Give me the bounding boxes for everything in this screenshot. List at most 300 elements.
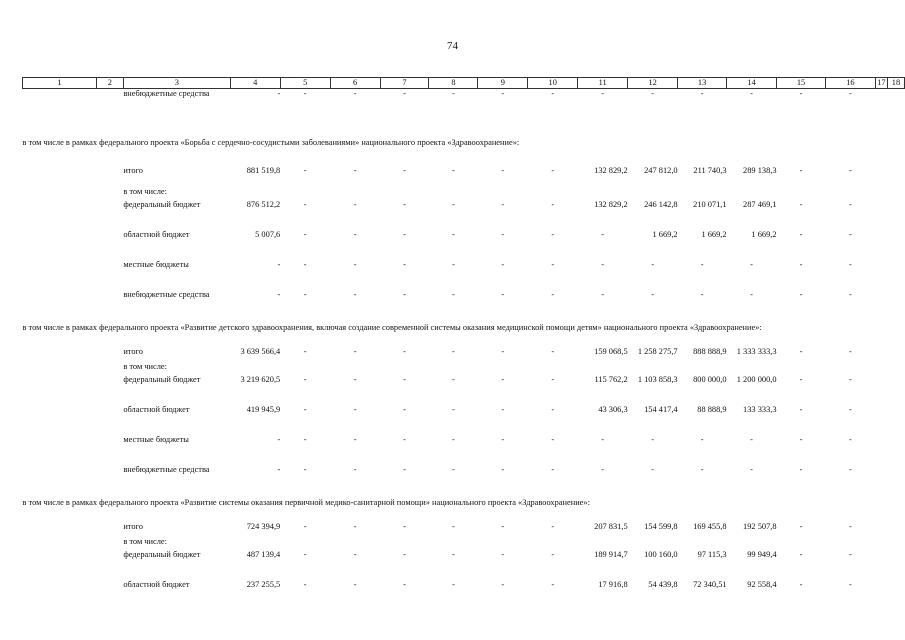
- row-label: федеральный бюджет: [123, 375, 201, 384]
- cell-col15: -: [799, 405, 803, 414]
- cell-col18: [887, 260, 904, 290]
- cell-col9: -: [501, 200, 505, 209]
- cell-col16: -: [849, 580, 852, 589]
- cell-col2: [96, 465, 123, 495]
- cell-col4: -: [277, 260, 281, 269]
- cell-col16: -: [849, 435, 852, 444]
- cell-col6: -: [353, 550, 357, 559]
- cell-col1: [23, 166, 97, 187]
- cell-col7: -: [403, 435, 406, 444]
- cell-col1: [23, 362, 97, 375]
- cell-col8: -: [452, 580, 455, 589]
- cell-col1: [23, 435, 97, 465]
- cell-col10: [528, 187, 578, 200]
- cell-col10: -: [551, 89, 555, 98]
- section-header-row: [23, 119, 905, 166]
- cell-col2: [96, 550, 123, 580]
- table-row: [23, 405, 905, 435]
- cell-col1: [23, 230, 97, 260]
- cell-col8: -: [452, 200, 455, 209]
- cell-col11: [578, 537, 628, 550]
- cell-col8: -: [452, 522, 455, 531]
- cell-col11: 159 068,5: [594, 347, 628, 356]
- cell-col16: -: [849, 260, 852, 269]
- cell-col16: -: [849, 522, 852, 531]
- column-header-12: 12: [628, 78, 678, 89]
- cell-col1: [23, 405, 97, 435]
- cell-col17: [875, 362, 887, 375]
- cell-col17: [875, 435, 887, 465]
- table-row: [23, 230, 905, 260]
- cell-col5: -: [303, 290, 307, 299]
- cell-col15: [777, 362, 826, 375]
- cell-col11: -: [601, 260, 605, 269]
- cell-col11: [578, 187, 628, 200]
- cell-col13: -: [700, 290, 704, 299]
- table-row: [23, 200, 905, 230]
- cell-col8: -: [452, 435, 455, 444]
- cell-col18: [887, 89, 904, 120]
- cell-col18: [887, 362, 904, 375]
- cell-col15: [777, 537, 826, 550]
- cell-col14: -: [750, 89, 753, 98]
- table-row: [23, 435, 905, 465]
- cell-col14: 192 507,8: [743, 522, 777, 531]
- cell-col6: -: [353, 435, 357, 444]
- cell-col13: [678, 187, 727, 200]
- column-header-11: 11: [578, 78, 628, 89]
- cell-col10: -: [551, 465, 555, 474]
- cell-col17: [875, 465, 887, 495]
- cell-col18: [887, 465, 904, 495]
- cell-col2: [96, 187, 123, 200]
- cell-col17: [875, 580, 887, 610]
- row-label: внебюджетные средства: [123, 89, 210, 98]
- cell-col15: -: [799, 260, 803, 269]
- cell-col1: [23, 550, 97, 580]
- cell-col1: [23, 89, 97, 120]
- cell-col17: [875, 166, 887, 187]
- cell-col6: -: [353, 522, 357, 531]
- cell-col1: [23, 580, 97, 610]
- cell-col2: [96, 435, 123, 465]
- cell-col2: [96, 166, 123, 187]
- cell-col15: -: [799, 580, 803, 589]
- cell-col14: -: [750, 465, 753, 474]
- cell-col4: 3 219 620,5: [240, 375, 281, 384]
- cell-col6: -: [353, 200, 357, 209]
- cell-col5: -: [303, 200, 307, 209]
- cell-col15: -: [799, 522, 803, 531]
- header-row: [23, 78, 905, 89]
- row-label: федеральный бюджет: [123, 200, 201, 209]
- cell-col16: -: [849, 550, 852, 559]
- row-label: местные бюджеты: [123, 260, 189, 269]
- column-header-15: 15: [777, 78, 826, 89]
- cell-col16: -: [849, 166, 852, 175]
- cell-col6: -: [353, 580, 357, 589]
- cell-col11: -: [601, 435, 605, 444]
- cell-col8: -: [452, 375, 455, 384]
- cell-col5: [280, 362, 330, 375]
- cell-col2: [96, 362, 123, 375]
- cell-col18: [887, 200, 904, 230]
- cell-col6: -: [353, 465, 357, 474]
- cell-col12: -: [651, 290, 655, 299]
- table-row: [23, 187, 905, 200]
- cell-col14: [727, 537, 777, 550]
- cell-col15: -: [799, 435, 803, 444]
- cell-col5: [280, 537, 330, 550]
- cell-col7: -: [403, 200, 406, 209]
- column-header-17: 17: [877, 78, 886, 87]
- cell-col12: -: [651, 260, 655, 269]
- cell-col7: [380, 362, 429, 375]
- cell-col2: [96, 405, 123, 435]
- cell-col14: 1 200 000,0: [736, 375, 777, 384]
- cell-col17: [875, 290, 887, 320]
- table-row: [23, 362, 905, 375]
- column-header-7: 7: [380, 78, 429, 89]
- row-label: в том числе:: [123, 537, 167, 546]
- cell-col13: 210 071,1: [693, 200, 727, 209]
- cell-col5: -: [303, 347, 307, 356]
- cell-col11: 43 306,3: [598, 405, 628, 414]
- cell-col9: -: [501, 522, 505, 531]
- section-title: в том числе в рамках федерального проекта «Развитие системы оказания первичной медико-санитарной помощи» национального проекта «Здравоохранение»:: [22, 498, 590, 507]
- cell-col1: [23, 465, 97, 495]
- column-header-16: 16: [825, 78, 875, 89]
- cell-col13: -: [700, 260, 704, 269]
- cell-col12: 246 142,8: [644, 200, 678, 209]
- table-row: [23, 347, 905, 362]
- row-label: в том числе:: [123, 187, 167, 196]
- table-row: [23, 580, 905, 610]
- cell-col13: 1 669,2: [701, 230, 727, 239]
- row-label: в том числе:: [123, 362, 167, 371]
- column-header-2: 2: [96, 78, 123, 89]
- cell-col1: [23, 290, 97, 320]
- cell-col15: -: [799, 230, 803, 239]
- cell-col6: [330, 537, 380, 550]
- cell-col8: -: [452, 465, 455, 474]
- cell-col12: -: [651, 465, 655, 474]
- row-label: областной бюджет: [123, 580, 190, 589]
- cell-col7: -: [403, 550, 406, 559]
- cell-col10: -: [551, 290, 555, 299]
- cell-col1: [23, 375, 97, 405]
- cell-col10: [528, 362, 578, 375]
- cell-col1: [23, 187, 97, 200]
- cell-col8: -: [452, 405, 455, 414]
- cell-col9: -: [501, 347, 505, 356]
- cell-col12: 100 160,0: [644, 550, 678, 559]
- cell-col9: -: [501, 580, 505, 589]
- cell-col15: -: [799, 347, 803, 356]
- cell-col12: 54 439,8: [648, 580, 678, 589]
- cell-col15: -: [799, 550, 803, 559]
- cell-col16: [825, 537, 875, 550]
- cell-col14: 1 669,2: [751, 230, 777, 239]
- cell-col17: [875, 230, 887, 260]
- cell-col11: 115 762,2: [594, 375, 628, 384]
- cell-col6: -: [353, 290, 357, 299]
- cell-col14: 287 469,1: [743, 200, 777, 209]
- cell-col14: -: [750, 435, 753, 444]
- cell-col12: 154 417,4: [644, 405, 678, 414]
- cell-col18: [887, 405, 904, 435]
- cell-col13: 888 888,9: [693, 347, 727, 356]
- cell-col5: -: [303, 166, 307, 175]
- cell-col16: -: [849, 200, 852, 209]
- cell-col16: -: [849, 230, 852, 239]
- cell-col12: 1 258 275,7: [637, 347, 678, 356]
- cell-col6: [330, 362, 380, 375]
- cell-col13: 800 000,0: [693, 375, 727, 384]
- cell-col16: -: [849, 405, 852, 414]
- cell-col2: [96, 375, 123, 405]
- cell-col10: [528, 537, 578, 550]
- cell-col7: [380, 187, 429, 200]
- cell-col4: -: [277, 435, 281, 444]
- cell-col9: -: [501, 290, 505, 299]
- cell-col7: -: [403, 580, 406, 589]
- table-row: [23, 166, 905, 187]
- cell-col9: [478, 537, 528, 550]
- section-header-row: [23, 495, 905, 522]
- cell-col11: [578, 362, 628, 375]
- cell-col5: -: [303, 375, 307, 384]
- cell-col5: [280, 187, 330, 200]
- cell-col16: -: [849, 290, 852, 299]
- cell-col12: 1 103 858,3: [637, 375, 678, 384]
- cell-col11: 207 831,5: [594, 522, 628, 531]
- cell-col8: -: [452, 347, 455, 356]
- cell-col7: -: [403, 260, 406, 269]
- cell-col1: [23, 522, 97, 537]
- column-header-14: 14: [727, 78, 777, 89]
- cell-col15: -: [799, 375, 803, 384]
- cell-col9: -: [501, 375, 505, 384]
- cell-col14: [727, 187, 777, 200]
- cell-col4: 487 139,4: [246, 550, 281, 559]
- cell-col15: -: [799, 465, 803, 474]
- cell-col2: [96, 522, 123, 537]
- cell-col14: [727, 362, 777, 375]
- cell-col14: 289 138,3: [743, 166, 777, 175]
- cell-col7: -: [403, 347, 406, 356]
- cell-col16: -: [849, 465, 852, 474]
- cell-col10: -: [551, 580, 555, 589]
- row-label: федеральный бюджет: [123, 550, 201, 559]
- cell-col10: -: [551, 405, 555, 414]
- cell-col4: [230, 537, 280, 550]
- table-row: [23, 550, 905, 580]
- cell-col18: [887, 166, 904, 187]
- cell-col11: 17 916,8: [598, 580, 628, 589]
- cell-col11: -: [601, 230, 605, 239]
- column-header-13: 13: [678, 78, 727, 89]
- column-header-8: 8: [429, 78, 478, 89]
- column-header-4: 4: [230, 78, 280, 89]
- cell-col13: [678, 362, 727, 375]
- cell-col16: -: [849, 375, 852, 384]
- column-header-10: 10: [528, 78, 578, 89]
- cell-col18: [887, 347, 904, 362]
- cell-col9: -: [501, 405, 505, 414]
- cell-col13: 169 455,8: [693, 522, 727, 531]
- section-title: в том числе в рамках федерального проекта «Развитие детского здравоохранения, включая создание современной системы оказания медицинской помощи детям» национального проекта «Здравоохранение»:: [22, 323, 762, 332]
- cell-col17: [875, 200, 887, 230]
- table-row: [23, 465, 905, 495]
- cell-col2: [96, 230, 123, 260]
- cell-col6: -: [353, 89, 357, 98]
- cell-col5: -: [303, 465, 307, 474]
- cell-col6: [330, 187, 380, 200]
- cell-col4: 3 639 566,4: [240, 347, 281, 356]
- section-header-row: [23, 320, 905, 347]
- cell-col13: [678, 537, 727, 550]
- cell-col12: [628, 187, 678, 200]
- cell-col2: [96, 290, 123, 320]
- cell-col4: 876 512,2: [246, 200, 281, 209]
- cell-col18: [887, 522, 904, 537]
- cell-col17: [875, 537, 887, 550]
- cell-col11: -: [601, 290, 605, 299]
- cell-col16: -: [849, 89, 852, 98]
- cell-col18: [887, 290, 904, 320]
- cell-col7: -: [403, 89, 406, 98]
- cell-col5: -: [303, 230, 307, 239]
- cell-col4: -: [277, 465, 281, 474]
- cell-col8: [429, 537, 478, 550]
- cell-col5: -: [303, 405, 307, 414]
- cell-col8: -: [452, 260, 455, 269]
- cell-col10: -: [551, 200, 555, 209]
- cell-col11: -: [601, 465, 605, 474]
- cell-col14: -: [750, 290, 753, 299]
- cell-col4: 881 519,8: [246, 166, 281, 175]
- cell-col14: 99 949,4: [747, 550, 777, 559]
- cell-col16: [825, 187, 875, 200]
- cell-col17: [875, 260, 887, 290]
- cell-col5: -: [303, 260, 307, 269]
- table-row: [23, 290, 905, 320]
- cell-col17: [875, 405, 887, 435]
- cell-col13: 211 740,3: [693, 166, 727, 175]
- cell-col7: [380, 537, 429, 550]
- cell-col7: -: [403, 290, 406, 299]
- cell-col12: 247 812,0: [644, 166, 678, 175]
- cell-col5: -: [303, 89, 307, 98]
- cell-col15: -: [799, 89, 803, 98]
- cell-col8: -: [452, 89, 455, 98]
- cell-col17: [875, 375, 887, 405]
- cell-col18: [887, 435, 904, 465]
- row-label: областной бюджет: [123, 230, 190, 239]
- cell-col9: -: [501, 166, 505, 175]
- row-label: местные бюджеты: [123, 435, 189, 444]
- cell-col17: [875, 187, 887, 200]
- cell-col10: -: [551, 347, 555, 356]
- cell-col12: [628, 362, 678, 375]
- cell-col2: [96, 537, 123, 550]
- cell-col6: -: [353, 230, 357, 239]
- cell-col9: -: [501, 550, 505, 559]
- cell-col1: [23, 260, 97, 290]
- cell-col11: 189 914,7: [594, 550, 628, 559]
- cell-col13: -: [700, 435, 704, 444]
- cell-col2: [96, 260, 123, 290]
- cell-col2: [96, 89, 123, 120]
- row-label: областной бюджет: [123, 405, 190, 414]
- cell-col4: 419 945,9: [246, 405, 281, 414]
- cell-col7: -: [403, 522, 406, 531]
- cell-col10: -: [551, 375, 555, 384]
- cell-col8: [429, 187, 478, 200]
- cell-col9: -: [501, 89, 505, 98]
- cell-col13: 97 115,3: [697, 550, 727, 559]
- cell-col2: [96, 200, 123, 230]
- cell-col12: 154 599,8: [644, 522, 678, 531]
- column-header-1: 1: [23, 78, 97, 89]
- cell-col5: -: [303, 522, 307, 531]
- cell-col8: [429, 362, 478, 375]
- table-body: [23, 78, 905, 611]
- cell-col9: -: [501, 465, 505, 474]
- cell-col10: -: [551, 435, 555, 444]
- cell-col9: [478, 362, 528, 375]
- cell-col8: -: [452, 290, 455, 299]
- cell-col10: -: [551, 230, 555, 239]
- cell-col4: 237 255,5: [246, 580, 281, 589]
- row-label: внебюджетные средства: [123, 465, 210, 474]
- cell-col16: -: [849, 347, 852, 356]
- table-row: [23, 522, 905, 537]
- cell-col7: -: [403, 375, 406, 384]
- cell-col12: 1 669,2: [652, 230, 678, 239]
- cell-col5: -: [303, 550, 307, 559]
- row-label: внебюджетные средства: [123, 290, 210, 299]
- page-number: 74: [447, 40, 458, 52]
- cell-col18: [887, 230, 904, 260]
- cell-col4: [230, 187, 280, 200]
- row-label: итого: [123, 522, 143, 531]
- cell-col4: [230, 362, 280, 375]
- cell-col6: -: [353, 405, 357, 414]
- cell-col12: -: [651, 435, 655, 444]
- cell-col9: -: [501, 230, 505, 239]
- cell-col4: -: [277, 290, 281, 299]
- cell-col13: -: [700, 465, 704, 474]
- row-label: итого: [123, 166, 143, 175]
- row-label: итого: [123, 347, 143, 356]
- cell-col5: -: [303, 580, 307, 589]
- cell-col10: -: [551, 260, 555, 269]
- cell-col2: [96, 347, 123, 362]
- cell-col15: -: [799, 290, 803, 299]
- cell-col14: 92 558,4: [747, 580, 777, 589]
- cell-col14: 1 333 333,3: [736, 347, 777, 356]
- table-row: [23, 375, 905, 405]
- table-row: [23, 260, 905, 290]
- budget-table: [22, 77, 905, 610]
- cell-col18: [887, 187, 904, 200]
- cell-col16: [825, 362, 875, 375]
- cell-col15: -: [799, 166, 803, 175]
- cell-col17: [875, 550, 887, 580]
- cell-col17: [875, 89, 887, 120]
